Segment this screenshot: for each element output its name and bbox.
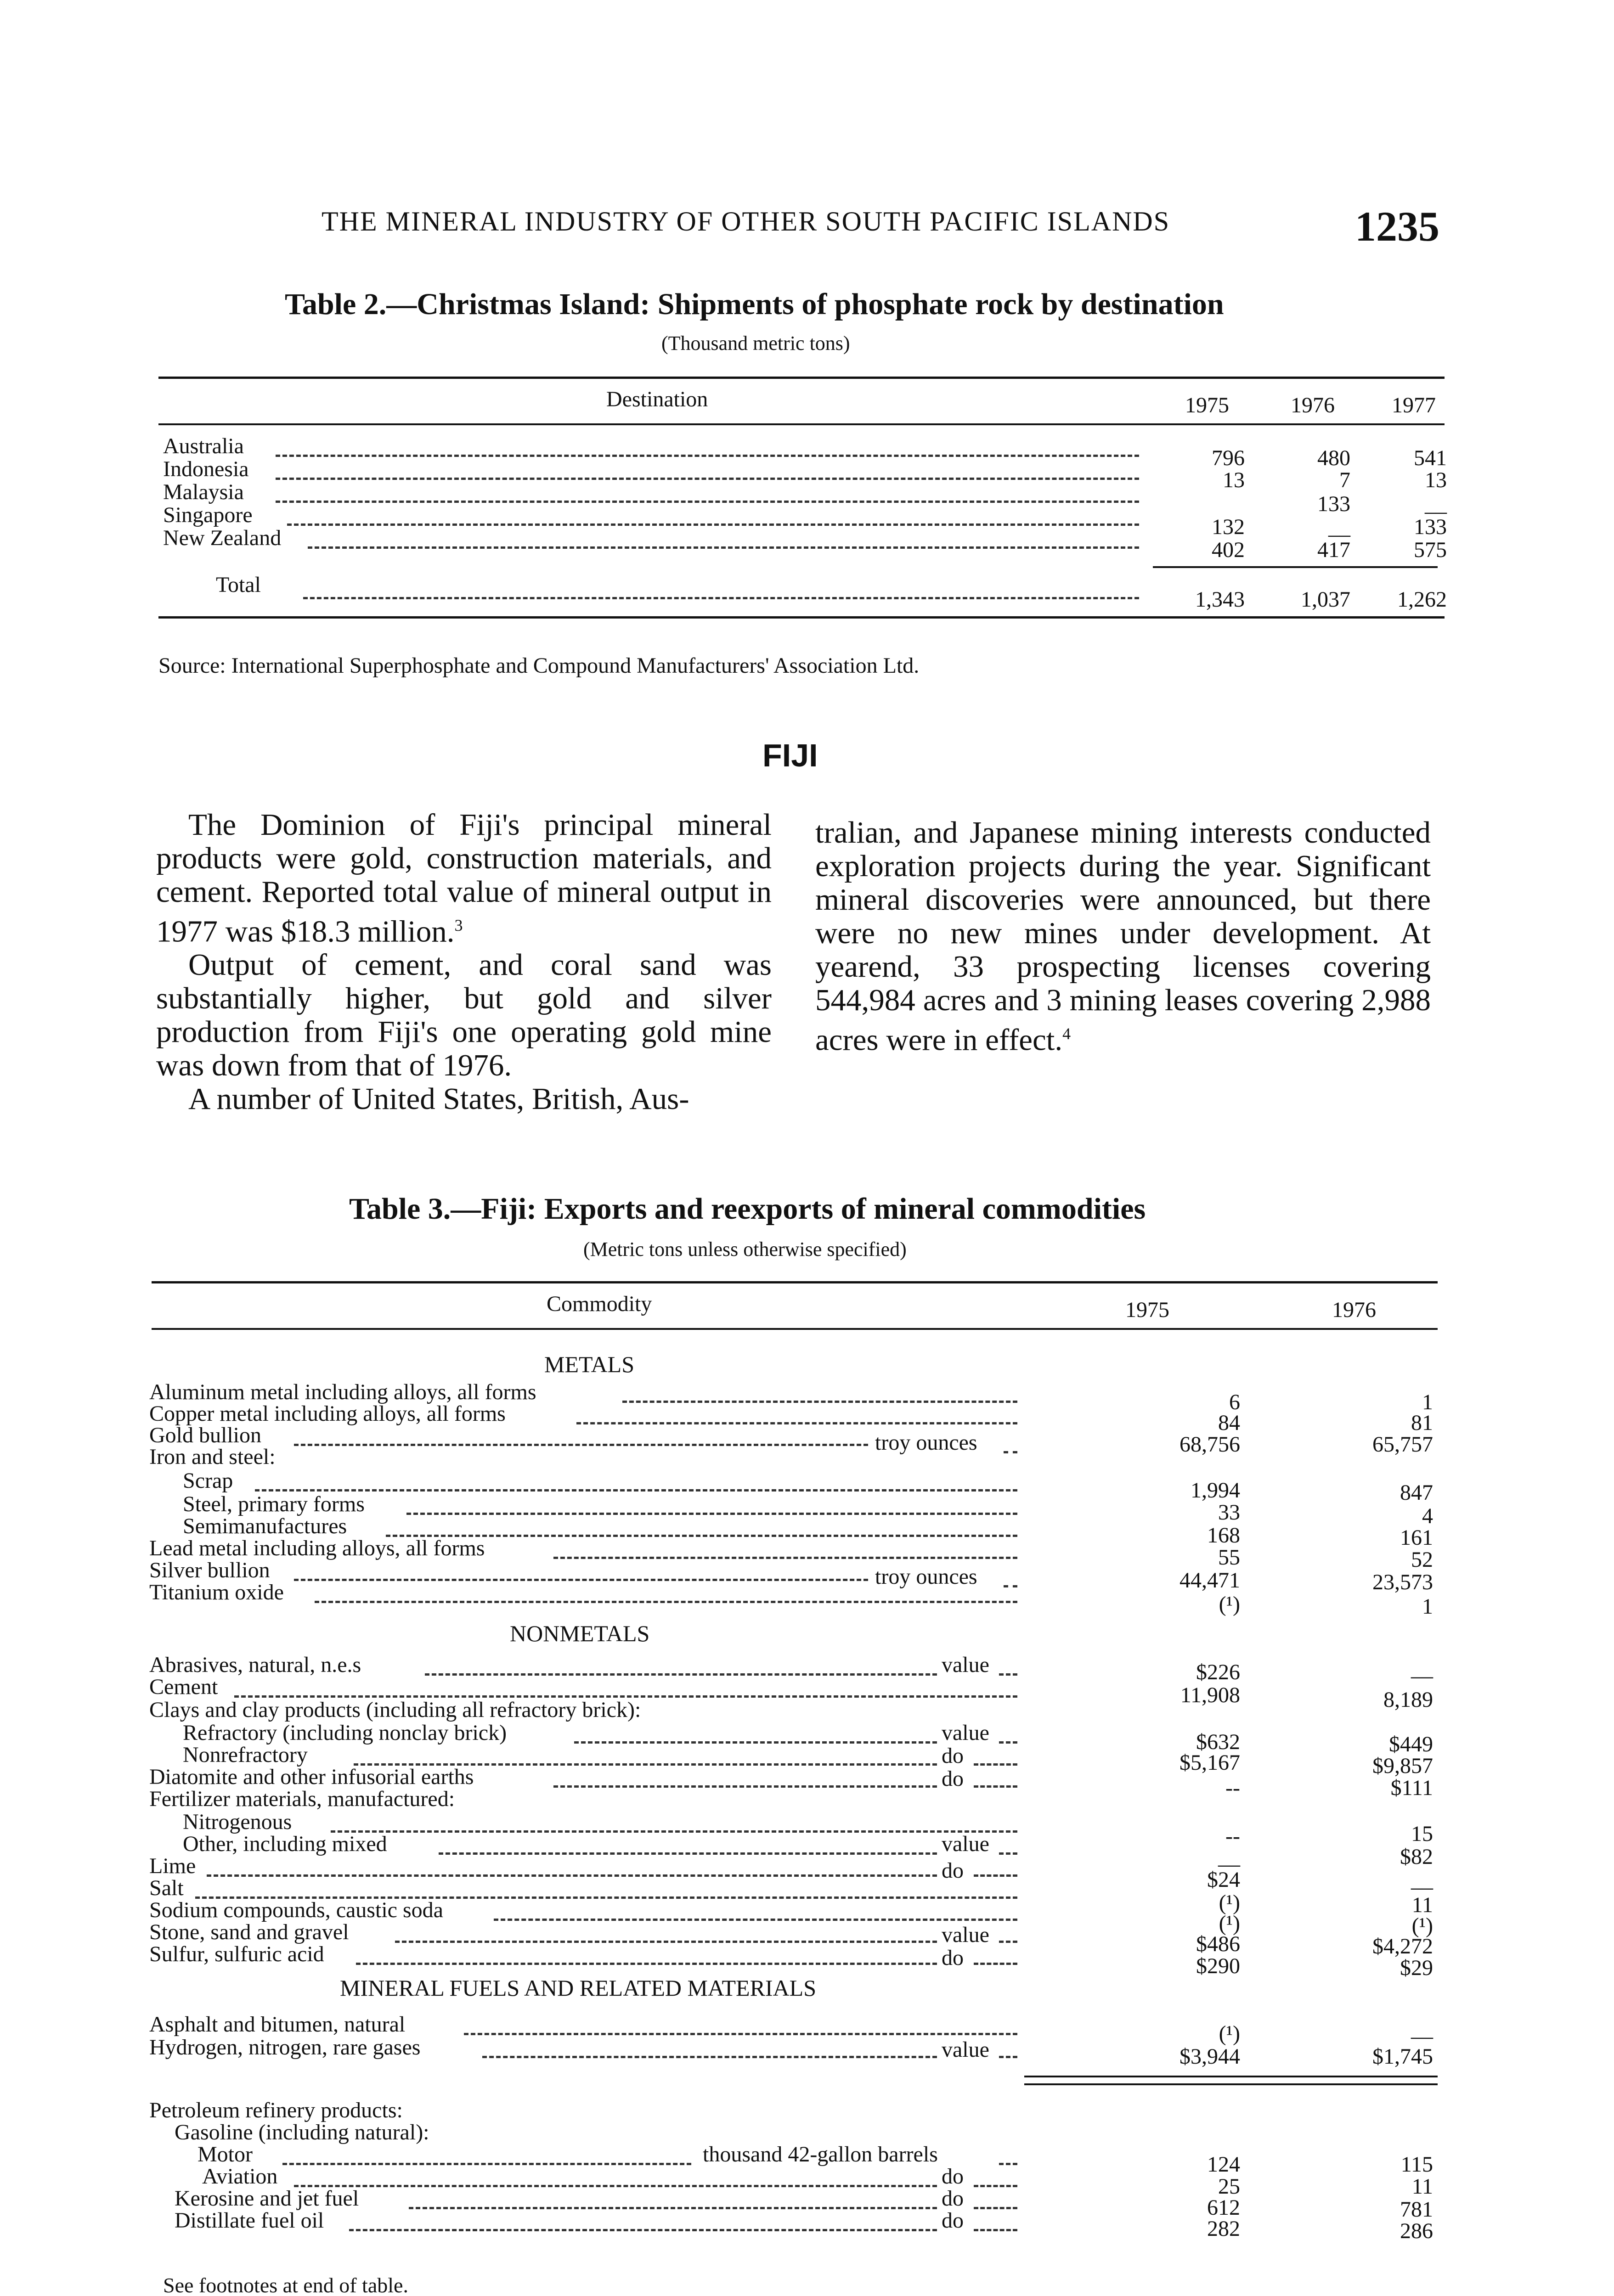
table3-unit: do xyxy=(942,1767,964,1791)
table3-cell: __ xyxy=(1411,2017,1433,2041)
dot-leader xyxy=(574,1741,937,1744)
table3-unit: thousand 42-gallon barrels xyxy=(703,2142,938,2167)
table3-row-label: Clays and clay products (including all refractory brick): xyxy=(149,1698,641,1722)
table3-row-label: Nitrogenous xyxy=(183,1810,292,1834)
dot-leader xyxy=(255,1489,1017,1491)
table3-section-fuels: MINERAL FUELS AND RELATED MATERIALS xyxy=(340,1975,817,2001)
table3-cell: $632 xyxy=(1196,1730,1240,1754)
table3-unit: value xyxy=(942,1721,989,1745)
table2-row-label: Australia xyxy=(163,434,244,458)
table3-row-label: Diatomite and other infusorial earths xyxy=(149,1765,474,1789)
table3-cell: $226 xyxy=(1196,1660,1240,1684)
table3-cell: 11 xyxy=(1411,1893,1433,1917)
table3-row-label: Hydrogen, nitrogen, rare gases xyxy=(149,2035,421,2060)
table3-cell: 4 xyxy=(1422,1504,1433,1528)
table3-cell: 282 xyxy=(1207,2217,1240,2241)
dot-leader xyxy=(999,1941,1017,1943)
dot-leader xyxy=(974,1785,1017,1788)
body-paragraph: tralian, and Japanese mining interests conducted exploration projects during the year. Significant mineral discoveries were announced, but there were no new mines under development. At yearend, 33 prospecting licenses covering 544,984 acres and 3 mining leases covering 2,988 acres were in effect. xyxy=(815,816,1431,1057)
footnote-ref: 3 xyxy=(454,916,463,934)
table3-title: Table 3.—Fiji: Exports and reexports of mineral commodities xyxy=(349,1192,1146,1226)
table3-row-label: Cement xyxy=(149,1675,218,1699)
table3-row-label: Asphalt and bitumen, natural xyxy=(149,2012,406,2037)
table3-cell: __ xyxy=(1218,1845,1240,1869)
table3-cell: 124 xyxy=(1207,2152,1240,2177)
dot-leader xyxy=(974,2185,1017,2187)
table3-cell: 168 xyxy=(1207,1523,1240,1548)
body-right-column xyxy=(815,816,1431,1057)
table2-row-label: New Zealand xyxy=(163,526,282,550)
dot-leader xyxy=(406,1513,1017,1515)
table3-row-label: Nonrefractory xyxy=(183,1743,308,1767)
dot-leader xyxy=(974,1963,1017,1965)
dot-leader xyxy=(276,455,1139,457)
table3-row-label: Semimanufactures xyxy=(183,1514,347,1538)
dot-leader xyxy=(294,2185,937,2187)
table3-cell: (¹) xyxy=(1219,2021,1240,2046)
table3-cell: $82 xyxy=(1400,1845,1433,1869)
table3-unit: do xyxy=(942,1744,964,1768)
table3-unit: value xyxy=(942,1653,989,1677)
table3-row-label: Steel, primary forms xyxy=(183,1492,365,1516)
dot-leader xyxy=(999,1741,1017,1744)
dot-leader xyxy=(622,1401,1017,1403)
table3-cell: 44,471 xyxy=(1179,1568,1240,1593)
page-number: 1235 xyxy=(1355,203,1439,250)
table2-total-label: Total xyxy=(216,573,261,597)
table3-cell: 55 xyxy=(1218,1545,1240,1570)
dot-leader xyxy=(974,1763,1017,1766)
table2-header-1976: 1976 xyxy=(1291,393,1335,417)
table3-row-label: Distillate fuel oil xyxy=(175,2208,324,2233)
table3-cell: 1 xyxy=(1422,1594,1433,1619)
table3-cell: (¹) xyxy=(1219,1592,1240,1616)
table2-cell: 7 xyxy=(1339,468,1350,492)
table2-subtitle: (Thousand metric tons) xyxy=(661,332,850,355)
table3-cell: -- xyxy=(1225,1776,1240,1800)
dot-leader xyxy=(999,1852,1017,1855)
dot-leader xyxy=(287,523,1139,526)
table2-header-1975: 1975 xyxy=(1185,393,1229,417)
dot-leader xyxy=(315,1601,1017,1603)
table3-cell: 23,573 xyxy=(1372,1570,1433,1594)
table3-unit: value xyxy=(942,1923,989,1947)
table3-cell: __ xyxy=(1411,1868,1433,1892)
table3-cell: 6 xyxy=(1229,1390,1240,1414)
dot-leader xyxy=(294,1579,868,1581)
dot-leader xyxy=(356,1963,937,1965)
table3-double-rule-top xyxy=(1024,2076,1438,2077)
dot-leader xyxy=(576,1422,1017,1424)
dot-leader xyxy=(999,2163,1017,2165)
table3-row-label: Titanium oxide xyxy=(149,1580,284,1604)
table2-total-cell: 1,343 xyxy=(1195,587,1245,612)
dot-leader xyxy=(974,1874,1017,1877)
table3-cell: $486 xyxy=(1196,1932,1240,1956)
dot-leader xyxy=(207,1874,937,1877)
table3-cell: 15 xyxy=(1411,1822,1433,1846)
table3-unit: do xyxy=(942,1946,964,1970)
table2-row-label: Malaysia xyxy=(163,480,244,504)
table2-title: Table 2.—Christmas Island: Shipments of phosphate rock by destination xyxy=(285,287,1224,321)
dot-leader xyxy=(276,501,1139,503)
table3-cell: 161 xyxy=(1400,1525,1433,1550)
body-paragraph: Output of cement, and coral sand was substantially higher, but gold and silver production from Fiji's one operating gold mine was down from that of 1976. xyxy=(156,948,772,1083)
table3-cell: 84 xyxy=(1218,1411,1240,1435)
table3-cell: $449 xyxy=(1389,1732,1433,1756)
table3-cell: -- xyxy=(1225,1824,1240,1848)
table3-unit: value xyxy=(942,2037,989,2062)
table3-header-commodity: Commodity xyxy=(547,1292,652,1316)
table3-row-label: Abrasives, natural, n.e.s xyxy=(149,1653,361,1677)
table3-header-1975: 1975 xyxy=(1125,1298,1169,1322)
table3-row-label: Lead metal including alloys, all forms xyxy=(149,1536,485,1560)
table3-row-label: Iron and steel: xyxy=(149,1445,276,1469)
table3-unit: troy ounces xyxy=(875,1430,977,1455)
table3-section-nonmetals: NONMETALS xyxy=(510,1621,650,1646)
table2-total-cell: 1,037 xyxy=(1301,587,1350,612)
table2-header-1977: 1977 xyxy=(1392,393,1436,417)
table3-header-1976: 1976 xyxy=(1332,1298,1376,1322)
dot-leader xyxy=(1004,1585,1017,1587)
body-paragraph: The Dominion of Fiji's principal mineral products were gold, construction materials, and cement. Reported total value of mineral output in 1977 was $18.3 million. xyxy=(156,808,772,949)
table2-header-rule xyxy=(158,423,1445,425)
table3-unit: do xyxy=(942,1858,964,1883)
table2-row-label: Indonesia xyxy=(163,457,249,481)
dot-leader xyxy=(553,1785,937,1788)
table3-unit: do xyxy=(942,2186,964,2211)
table3-cell: $5,167 xyxy=(1179,1750,1240,1775)
table3-row-label: Aviation xyxy=(202,2164,278,2189)
table3-cell: 286 xyxy=(1400,2219,1433,2243)
table3-row-label: Salt xyxy=(149,1876,184,1900)
dot-leader xyxy=(999,1673,1017,1676)
dot-leader xyxy=(464,2033,1017,2035)
table3-cell: 8,189 xyxy=(1383,1688,1433,1712)
table3-cell: 847 xyxy=(1400,1480,1433,1505)
table3-cell: 65,757 xyxy=(1372,1432,1433,1457)
table3-cell: 1,994 xyxy=(1191,1478,1240,1503)
dot-leader xyxy=(494,1919,1017,1921)
table3-row-label: Motor xyxy=(198,2142,253,2167)
table2-total-cell: 1,262 xyxy=(1397,587,1447,612)
table3-row-label: Petroleum refinery products: xyxy=(149,2098,403,2122)
table2-top-rule xyxy=(158,377,1445,379)
table3-cell: 11 xyxy=(1411,2174,1433,2199)
table3-top-rule xyxy=(152,1281,1438,1283)
table3-header-rule xyxy=(152,1328,1438,1330)
table3-row-label: Copper metal including alloys, all forms xyxy=(149,1401,506,1426)
table2-cell: 13 xyxy=(1425,468,1447,492)
dot-leader xyxy=(308,546,1139,549)
table3-cell: 612 xyxy=(1207,2195,1240,2220)
table3-cell: __ xyxy=(1411,1656,1433,1681)
dot-leader xyxy=(409,2207,937,2209)
table3-unit: troy ounces xyxy=(875,1564,977,1589)
table2-cell: 796 xyxy=(1212,446,1245,470)
table2-cell: 402 xyxy=(1212,538,1245,562)
table3-row-label: Sodium compounds, caustic soda xyxy=(149,1898,443,1922)
running-head: THE MINERAL INDUSTRY OF OTHER SOUTH PACIFIC ISLANDS xyxy=(322,206,1170,236)
dot-leader xyxy=(303,597,1139,599)
table3-row-label: Sulfur, sulfuric acid xyxy=(149,1942,324,1966)
table2-cell: 132 xyxy=(1212,515,1245,539)
table3-cell: 11,908 xyxy=(1180,1683,1240,1707)
table2-cell: 133 xyxy=(1317,492,1350,516)
dot-leader xyxy=(331,1830,1017,1833)
dot-leader xyxy=(349,2229,937,2231)
table2-cell: __ xyxy=(1425,492,1447,516)
body-left-column xyxy=(156,808,772,1116)
table2-source: Source: International Superphosphate and Compound Manufacturers' Association Ltd. xyxy=(158,653,920,678)
dot-leader xyxy=(425,1673,937,1676)
table3-cell: 33 xyxy=(1218,1500,1240,1525)
table3-row-label: Aluminum metal including alloys, all forms xyxy=(149,1380,536,1404)
dot-leader xyxy=(553,1557,1017,1559)
dot-leader xyxy=(999,2056,1017,2058)
table3-cell: $24 xyxy=(1207,1868,1240,1892)
table3-unit: do xyxy=(942,2208,964,2233)
table3-cell: 1 xyxy=(1422,1390,1433,1414)
table2-cell: 541 xyxy=(1414,446,1447,470)
table2-row-label: Singapore xyxy=(163,503,253,527)
table2-cell: 13 xyxy=(1223,468,1245,492)
table3-cell: $290 xyxy=(1196,1954,1240,1978)
section-heading: FIJI xyxy=(762,737,818,773)
table2-cell: __ xyxy=(1328,515,1350,539)
table2-cell: 480 xyxy=(1317,446,1350,470)
table3-cell: 115 xyxy=(1400,2152,1433,2177)
dot-leader xyxy=(974,2229,1017,2231)
table3-cell: 781 xyxy=(1400,2197,1433,2222)
dot-leader xyxy=(974,2207,1017,2209)
body-paragraph: A number of United States, British, Aus- xyxy=(188,1082,689,1116)
table2-bottom-rule xyxy=(158,616,1445,619)
table3-row-label: Stone, sand and gravel xyxy=(149,1920,349,1944)
table3-row-label: Silver bullion xyxy=(149,1558,270,1582)
table3-row-label: Scrap xyxy=(183,1469,233,1493)
table3-cell: $29 xyxy=(1400,1956,1433,1980)
table3-row-label: Fertilizer materials, manufactured: xyxy=(149,1787,455,1811)
table3-cell: 25 xyxy=(1218,2174,1240,2199)
table3-cell: 52 xyxy=(1411,1548,1433,1572)
dot-leader xyxy=(294,1444,868,1446)
table3-cell: 81 xyxy=(1411,1411,1433,1435)
table3-cell: (¹) xyxy=(1219,1891,1240,1915)
table3-cell: $1,745 xyxy=(1372,2044,1433,2069)
table2-header-destination: Destination xyxy=(606,387,708,411)
table2-cell: 575 xyxy=(1414,538,1447,562)
table3-subtitle: (Metric tons unless otherwise specified) xyxy=(583,1238,907,1261)
table2-total-rule xyxy=(1153,566,1438,568)
dot-leader xyxy=(439,1852,937,1855)
table3-double-rule-bottom xyxy=(1024,2083,1438,2085)
footnote-ref: 4 xyxy=(1062,1024,1071,1043)
dot-leader xyxy=(395,1941,937,1943)
table3-cell: (¹) xyxy=(1411,1913,1433,1938)
table3-cell: $3,944 xyxy=(1179,2044,1240,2069)
dot-leader xyxy=(482,2056,937,2058)
table3-unit: value xyxy=(942,1832,989,1856)
table3-footnote-note: See footnotes at end of table. xyxy=(163,2273,408,2296)
table3-cell: 68,756 xyxy=(1179,1432,1240,1457)
table2-cell: 133 xyxy=(1414,515,1447,539)
table3-cell: $111 xyxy=(1390,1776,1433,1800)
dot-leader xyxy=(282,2163,691,2165)
table3-section-metals: METALS xyxy=(544,1351,634,1377)
table3-cell: (¹) xyxy=(1219,1911,1240,1936)
table3-unit: do xyxy=(942,2164,964,2189)
table3-row-label: Kerosine and jet fuel xyxy=(175,2186,359,2211)
table3-row-label: Other, including mixed xyxy=(183,1832,387,1856)
table2-cell: 417 xyxy=(1317,538,1350,562)
table3-row-label: Gasoline (including natural): xyxy=(175,2120,429,2144)
dot-leader xyxy=(276,478,1139,480)
table3-row-label: Gold bullion xyxy=(149,1423,262,1447)
table3-cell: $9,857 xyxy=(1372,1754,1433,1778)
table3-row-label: Refractory (including nonclay brick) xyxy=(183,1721,507,1745)
dot-leader xyxy=(1004,1451,1017,1453)
table3-cell: $4,272 xyxy=(1372,1934,1433,1958)
table3-row-label: Lime xyxy=(149,1854,196,1878)
